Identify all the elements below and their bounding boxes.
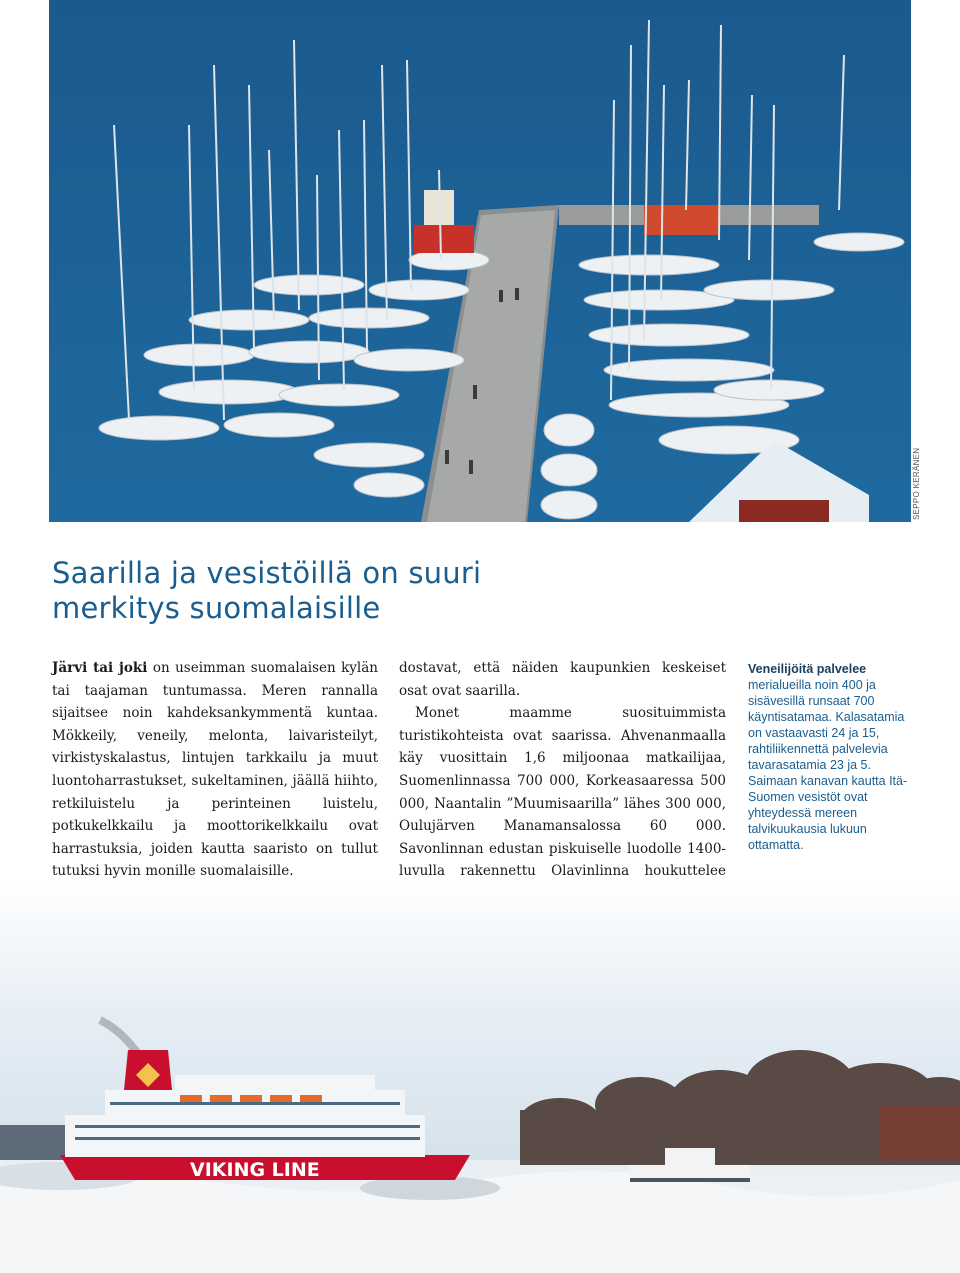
lead-in: Järvi tai joki [52,660,148,676]
marina-photo [49,0,911,522]
title-line-2: merkitys suomalaisille [52,591,381,625]
paragraph [52,657,378,883]
ferry-photo [0,880,960,1273]
sidebar-fact-box [748,661,908,853]
sidebar-text: merialueilla noin 400 ja sisävesillä runsaat 700 käyntisatamaa. Kalasatamia on vastaavasti 24 ja 15, rahtiliikennettä palvelevia tavarasatamia 23 ja 5. Saimaan kanavan kautta Itä-Suomen vesistöt ovat yhteydessä mereen talvikuukausia lukuun ottamatta. [748,678,908,852]
photo-credit: SEPPO KERÄNEN [912,447,921,520]
title-line-1: Saarilla ja vesistöillä on suuri [52,556,482,590]
page-title [52,556,752,626]
ferry-illustration [0,880,960,1273]
paragraph: Monet maamme suosituimmista turistikohteista ovat saarissa. Ahvenanmaalla käy vuosittain 1,6 miljoonaa matkailijaa, Suomenlinnassa 700 000, Korkeasaaressa 500 000, Naantalin ”Muumisaarilla” lähes 300 000, Oulujärven Manamansalossa 60 000. Savonlinnan edustan piskuiselle luodolle 1400- luvulla rakennettu Olavinlinna houkuttelee [399,705,726,880]
paragraph-text: on useimman suomalaisen kylän tai taajaman tuntumassa. Meren rannalla sijaitsee noin kahdeksankymmentä kuntaa. Mökkeily, veneily, melonta, laivaristeilyt, virkistyskalastus, lintujen tarkkailu ja muut luontoharrastukset, sukeltaminen, jäällä hiihto, retkiluistelu ja perinteinen luistelu, potkukelkkailu ja moottorikelkkailu ovat harrastuksia, joiden kautta saaristo on tullut tutuksi hyvin monille suomalaisille. [52,660,378,880]
sidebar-title: Veneilijöitä palvelee [748,662,867,676]
paragraph: dostavat, että näiden kaupunkien keskeiset osat ovat saarilla. [399,660,726,699]
marina-illustration [49,0,911,522]
ship-name: VIKING LINE [190,1159,320,1181]
